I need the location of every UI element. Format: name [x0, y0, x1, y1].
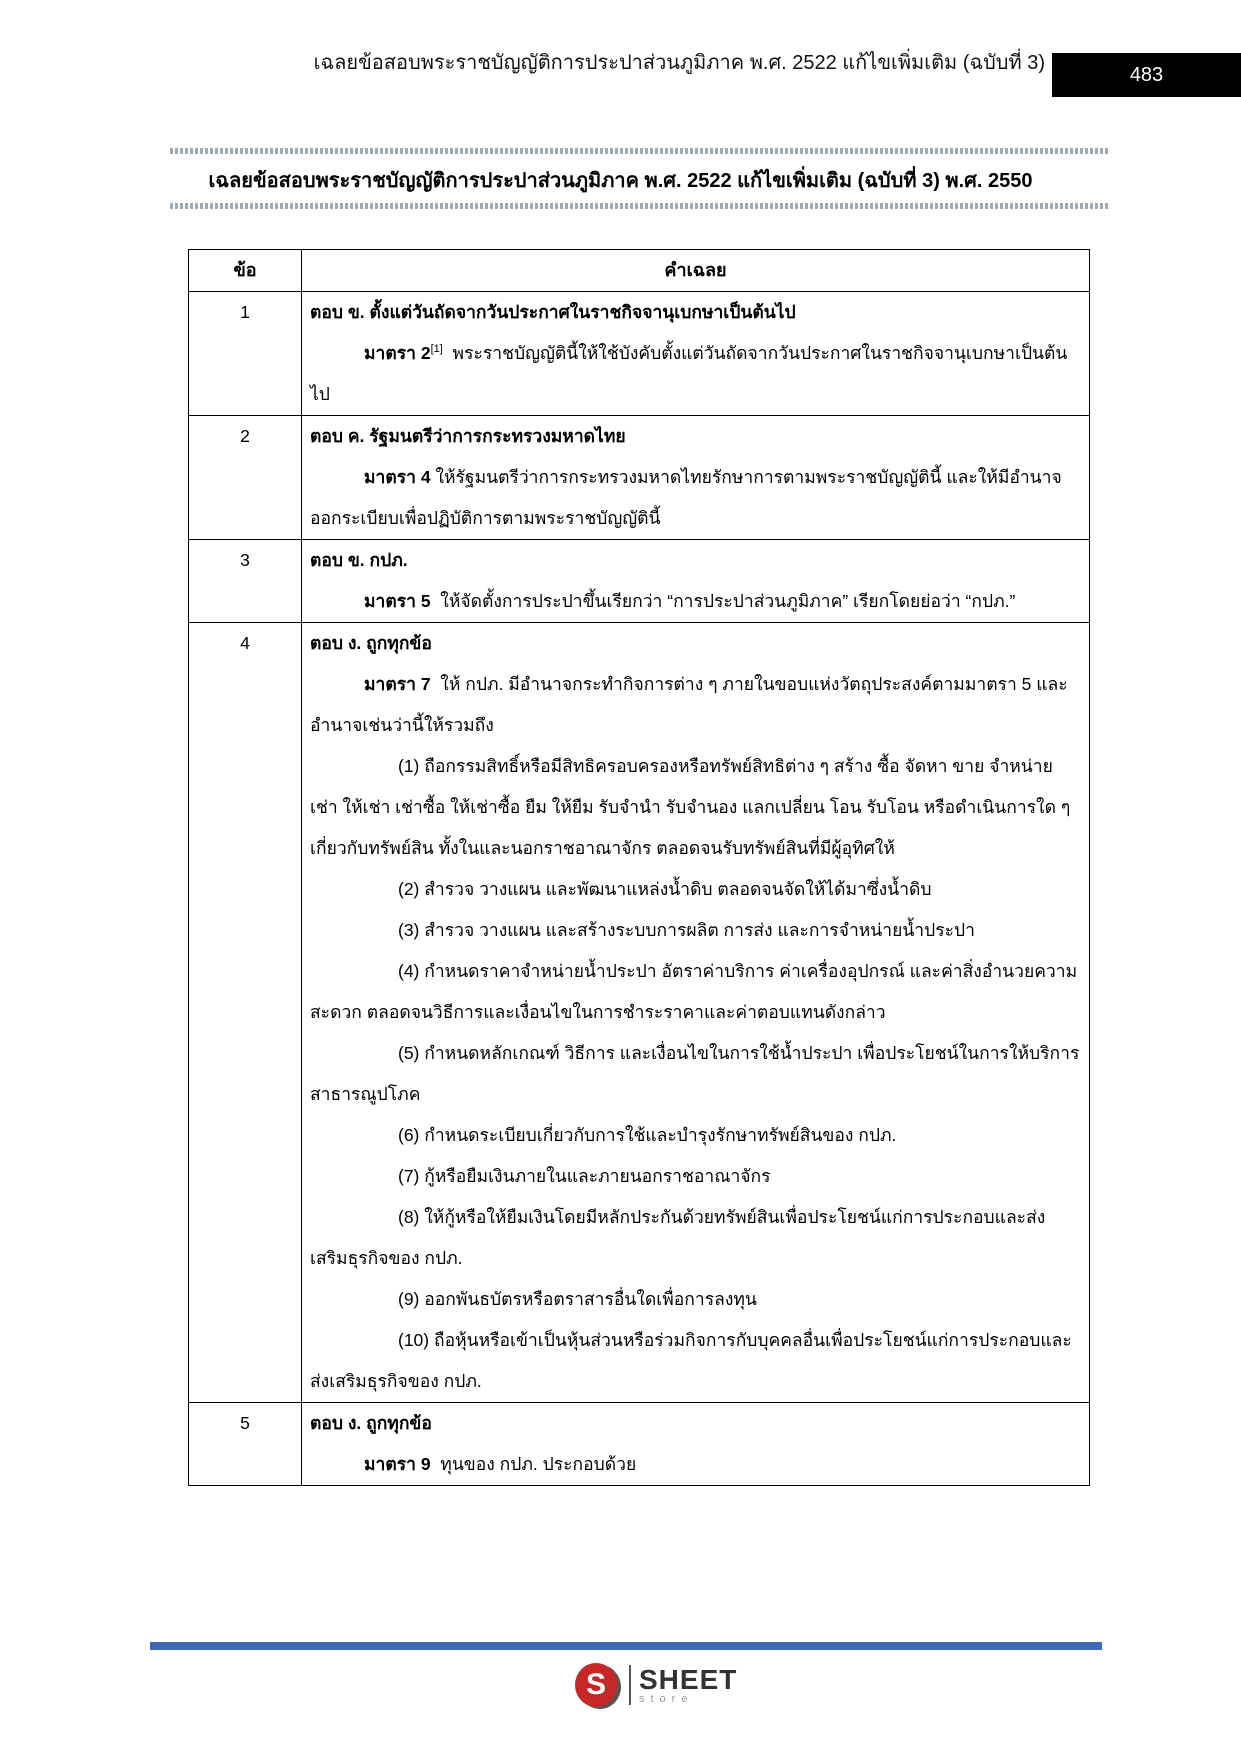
question-number: 3 — [189, 540, 302, 623]
page-number: 483 — [1052, 53, 1241, 97]
section-text: ให้ กปภ. มีอำนาจกระทำกิจการต่าง ๆ ภายในขอบแห่งวัตถุประสงค์ตามมาตรา 5 และอำนาจเช่นว่านี้ให้รวมถึง — [310, 674, 1068, 735]
section-text: ทุนของ กปภ. ประกอบด้วย — [440, 1454, 637, 1474]
list-item: (2) สำรวจ วางแผน และพัฒนาแหล่งน้ำดิบ ตลอดจนจัดให้ได้มาซึ่งน้ำดิบ — [398, 879, 932, 899]
question-number: 1 — [189, 292, 302, 416]
section-text: ให้จัดตั้งการประปาขึ้นเรียกว่า “การประปาส่วนภูมิภาค” เรียกโดยย่อว่า “กปภ.” — [440, 591, 1016, 611]
table-row — [189, 416, 1090, 540]
title-rule-bottom — [170, 203, 1108, 209]
answer-choice: ตอบ ข. ตั้งแต่วันถัดจากวันประกาศในราชกิจจานุเบกษาเป็นต้นไป — [310, 302, 796, 322]
list-item: (5) กำหนดหลักเกณฑ์ วิธีการ และเงื่อนไขในการใช้น้ำประปา เพื่อประโยชน์ในการให้บริการสาธารณูปโภค — [310, 1043, 1080, 1104]
section-label: มาตรา 5 — [364, 591, 431, 611]
footer-rule — [150, 1642, 1102, 1650]
section-label: มาตรา 7 — [364, 674, 431, 694]
section-label: มาตรา 2 — [364, 343, 431, 363]
section-paragraph — [310, 1444, 1081, 1485]
list-item: (3) สำรวจ วางแผน และสร้างระบบการผลิต การส่ง และการจำหน่ายน้ำประปา — [398, 920, 975, 940]
answer-choice: ตอบ ข. กปภ. — [310, 550, 408, 570]
logo-mark-icon: S — [575, 1663, 617, 1707]
list-item: (9) ออกพันธบัตรหรือตราสารอื่นใดเพื่อการลงทุน — [398, 1289, 757, 1309]
footnote-ref: [1] — [430, 343, 443, 356]
section-paragraph — [310, 664, 1081, 746]
list-item: (4) กำหนดราคาจำหน่ายน้ำประปา อัตราค่าบริการ ค่าเครื่องอุปกรณ์ และค่าสิ่งอำนวยความสะดวก ตลอดจนวิธีการและเงื่อนไขในการชำระราคาและค่าตอบแทนดังกล่าว — [310, 961, 1078, 1022]
section-paragraph — [310, 333, 1081, 415]
answer-table — [188, 249, 1090, 1486]
title-rule-top — [170, 148, 1108, 154]
section-label: มาตรา 9 — [364, 1454, 431, 1474]
answer-cell — [302, 292, 1090, 416]
column-header-answer: คำเฉลย — [302, 250, 1090, 292]
column-header-no: ข้อ — [189, 250, 302, 292]
question-number: 2 — [189, 416, 302, 540]
table-row — [189, 623, 1090, 1403]
answer-choice: ตอบ ง. ถูกทุกข้อ — [310, 1413, 432, 1433]
logo-text — [639, 1663, 738, 1705]
table-header-row — [189, 250, 1090, 292]
sheet-store-logo — [575, 1660, 737, 1710]
table-row — [189, 1403, 1090, 1486]
answer-cell — [302, 623, 1090, 1403]
answer-choice: ตอบ ง. ถูกทุกข้อ — [310, 633, 432, 653]
question-number: 4 — [189, 623, 302, 1403]
section-label: มาตรา 4 — [364, 467, 431, 487]
answer-cell — [302, 1403, 1090, 1486]
section-paragraph — [310, 581, 1081, 622]
logo-sub-text: store — [639, 1692, 694, 1705]
section-text: ให้รัฐมนตรีว่าการกระทรวงมหาดไทยรักษาการตามพระราชบัญญัตินี้ และให้มีอำนาจออกระเบียบเพื่อปฏิบัติการตามพระราชบัญญัตินี้ — [310, 467, 1062, 528]
list-item: (10) ถือหุ้นหรือเข้าเป็นหุ้นส่วนหรือร่วมกิจการกับบุคคลอื่นเพื่อประโยชน์แก่การประกอบและส่งเสริมธุรกิจของ กปภ. — [310, 1330, 1072, 1391]
list-item: (1) ถือกรรมสิทธิ์หรือมีสิทธิครอบครองหรือทรัพย์สิทธิต่าง ๆ สร้าง ซื้อ จัดหา ขาย จำหน่าย เช่า ให้เช่า เช่าซื้อ ให้เช่าซื้อ ยืม ให้ยืม รับจำนำ รับจำนอง แลกเปลี่ยน โอน รับโอน หรือดำเนินการใด ๆ เกี่ยวกับทรัพย์สิน ทั้งในและนอกราชอาณาจักร ตลอดจนรับทรัพย์สินที่มีผู้อุทิศให้ — [310, 756, 1071, 858]
document-title: เฉลยข้อสอบพระราชบัญญัติการประปาส่วนภูมิภาค พ.ศ. 2522 แก้ไขเพิ่มเติม (ฉบับที่ 3) พ.ศ. 2550 — [208, 170, 1033, 192]
answer-choice: ตอบ ค. รัฐมนตรีว่าการกระทรวงมหาดไทย — [310, 426, 626, 446]
section-paragraph — [310, 457, 1081, 539]
answer-cell — [302, 540, 1090, 623]
running-header: เฉลยข้อสอบพระราชบัญญัติการประปาส่วนภูมิภาค พ.ศ. 2522 แก้ไขเพิ่มเติม (ฉบับที่ 3) — [313, 52, 1045, 74]
question-number: 5 — [189, 1403, 302, 1486]
list-item: (8) ให้กู้หรือให้ยืมเงินโดยมีหลักประกันด้วยทรัพย์สินเพื่อประโยชน์แก่การประกอบและส่งเสริมธุรกิจของ กปภ. — [310, 1207, 1046, 1268]
section-text: พระราชบัญญัตินี้ให้ใช้บังคับตั้งแต่วันถัดจากวันประกาศในราชกิจจานุเบกษาเป็นต้นไป — [310, 343, 1068, 404]
list-item: (6) กำหนดระเบียบเกี่ยวกับการใช้และบำรุงรักษาทรัพย์สินของ กปภ. — [398, 1125, 897, 1145]
table-row — [189, 292, 1090, 416]
logo-main-text: SHEET — [639, 1663, 738, 1695]
list-item: (7) กู้หรือยืมเงินภายในและภายนอกราชอาณาจักร — [398, 1166, 771, 1186]
answer-cell — [302, 416, 1090, 540]
table-row — [189, 540, 1090, 623]
logo-divider — [629, 1665, 631, 1705]
